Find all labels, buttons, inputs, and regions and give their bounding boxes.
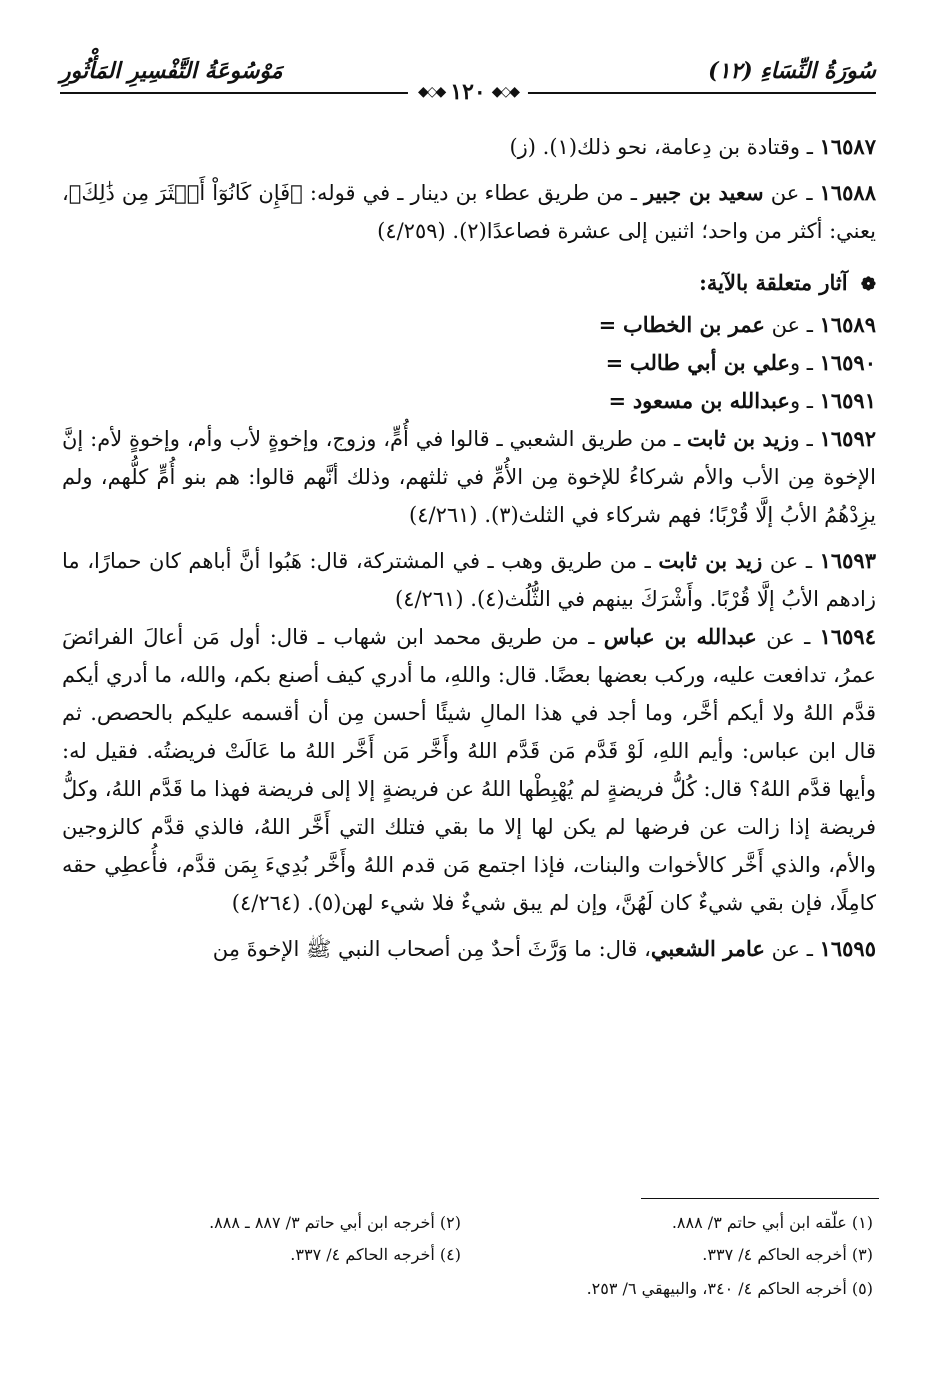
entry-number: ١٦٥٩٤ (819, 624, 876, 649)
entry-text: ، قال: ما وَرَّثَ أحدٌ مِن أصحاب النبي ﷺ الإخوةَ مِن (212, 937, 651, 961)
entry-number: ١٦٥٩٣ (819, 548, 876, 573)
entry-number: ١٦٥٨٩ (819, 312, 876, 337)
entry-16594 (62, 618, 876, 922)
footnote-4: (٤) أخرجه الحاكم ٤/ ٣٣٧. (290, 1245, 461, 1264)
page-number-box (408, 79, 528, 105)
entry-number: ١٦٥٨٨ (819, 180, 876, 205)
page-body (62, 128, 876, 968)
page-header (60, 58, 876, 114)
entry-prefix: ـ عن (771, 313, 813, 337)
page-number: ١٢٠ (450, 79, 486, 105)
entry-text: ـ من طريق الشعبي ـ قالوا في أُمٍّ، وزوج، وإخوةٍ لأب وأم، وإخوةٍ لأم: إنَّ الإخوة مِن الأب والأم شركاءُ للإخوة مِن الأُمِّ في ثلثهم، وذلك أنَّهم قالوا: هم بنو أُمٍّ كلُّهم، ولم يزِدْهُمُ الأبُ إلَّا قُرْبًا؛ فهم شركاء في الثلث(٣). (62, 427, 876, 527)
continuation-mark: = (598, 312, 617, 337)
entry-text: ـ من طريق محمد ابن شهاب ـ قال: أول مَن أعالَ الفرائضَ عمرُ، تدافعت عليه، وركب بعضها بعضًا. قال: واللهِ، ما أدري كيف أصنع بكم، والله، ما أدري أيكم قدَّم اللهُ ولا أيكم أخَّر، وما أجد في هذا المالِ شيئًا أحسن مِن أن أقسمه عليكم بالحصص. ثم قال ابن عباس: وأيم اللهِ، لَوْ قَدَّم مَن قَدَّم اللهُ وأَخَّر مَن أَخَّر اللهُ ما عَالَتْ فريضتُه. فقيل له: وأيها قدَّم اللهُ؟ قال: كُلُّ فريضةٍ لم يُهْبِطْها اللهُ عن فريضةٍ إلا إلى فريضة فهذا ما قَدَّم اللهُ، وكلُّ فريضة إذا زالت عن فرضها لم يكن لها إلا ما بقي فتلك التي أَخَّر اللهُ، فالذي قدَّم كالزوجين والأم، والذي أَخَّر كالأخوات والبنات، فإذا اجتمع مَن قدم اللهُ وأَخَّر بُدِيءَ بِمَن قدَّم، فأُعطِي حقه كامِلًا، فإن بقي شيءٌ كان لَهُنَّ، وإن لم يبق شيءٌ فلا شيء لهن(٥). (62, 625, 876, 915)
entry-text: ـ وقتادة بن دِعامة، نحو ذلك(١). (ز) (509, 135, 813, 159)
entry-16588 (62, 174, 876, 250)
footnote-1: (١) علّقه ابن أبي حاتم ٣/ ٨٨٨. (671, 1213, 873, 1232)
ornament-icon: ◆◇◆ (491, 84, 519, 100)
volume-reference: (٤/٢٦٤) (231, 891, 301, 915)
entry-16590 (62, 344, 876, 382)
flower-ornament-icon: ❁ (860, 274, 876, 295)
narrator-name: عبدالله بن مسعود (632, 388, 790, 413)
footnote-2: (٢) أخرجه ابن أبي حاتم ٣/ ٨٨٧ ـ ٨٨٨. (209, 1213, 461, 1232)
entry-prefix: ـ عن (769, 549, 813, 573)
entry-number: ١٦٥٩٠ (819, 350, 876, 375)
book-title: مَوْسُوعَةُ التَّفْسِيرِ المَأْثُورِ (60, 58, 283, 84)
narrator-name: علي بن أبي طالب (629, 350, 790, 375)
narrator-name: عمر بن الخطاب (622, 312, 765, 337)
narrator-name: زيد بن ثابت (658, 548, 763, 573)
volume-reference: (٤/٢٦١) (394, 587, 464, 611)
surah-title: سُورَةُ النِّسَاءِ (١٢) (708, 58, 876, 84)
entry-number: ١٦٥٩٥ (819, 936, 876, 961)
entry-number: ١٦٥٨٧ (819, 134, 876, 159)
footnote-rule (641, 1198, 879, 1199)
entry-16591 (62, 382, 876, 420)
entry-16593 (62, 542, 876, 618)
narrator-name: سعيد بن جبير (644, 180, 764, 205)
ornament-icon: ◆◇◆ (417, 84, 445, 100)
entry-16595 (62, 930, 876, 968)
footnote-3: (٣) أخرجه الحاكم ٤/ ٣٣٧. (702, 1245, 873, 1264)
narrator-name: زيد بن ثابت (687, 426, 790, 451)
narrator-name: عبدالله بن عباس (603, 624, 757, 649)
entry-text: ـ من طريق عطاء بن دينار ـ في قوله: ﴿فَإِن كَانُوٓاْ أَكۡثَرَ مِن ذَٰلِكَ﴾، يعني: أكثر من واحد؛ اثنين إلى عشرة فصاعدًا(٢). (62, 181, 876, 243)
entry-number: ١٦٥٩١ (819, 388, 876, 413)
continuation-mark: = (608, 388, 627, 413)
section-title: آثار متعلقة بالآية: (699, 270, 848, 295)
entry-prefix: ـ عن (766, 625, 811, 649)
entry-prefix: ـ عن (770, 181, 813, 205)
continuation-mark: = (605, 350, 624, 375)
volume-reference: (٤/٢٦١) (409, 503, 478, 527)
entry-16587 (62, 128, 876, 166)
entry-text: ـ من طريق وهب ـ في المشتركة، قال: هَبُوا أنَّ أباهم كان حمارًا، ما زادهم الأبُ إلَّا قُرْبًا. وأَشْرَكَ بينهم في الثُّلُث(٤). (62, 549, 876, 611)
narrator-name: عامر الشعبي (650, 936, 765, 961)
entry-number: ١٦٥٩٢ (819, 426, 877, 451)
entry-16592 (62, 420, 876, 534)
section-heading (62, 264, 876, 304)
volume-reference: (٤/٢٥٩) (377, 219, 446, 243)
entry-prefix: ـ و (789, 351, 813, 375)
entry-prefix: ـ عن (771, 937, 813, 961)
entry-16589 (62, 306, 876, 344)
entry-prefix: ـ و (789, 427, 813, 451)
entry-prefix: ـ و (789, 389, 813, 413)
footnote-5: (٥) أخرجه الحاكم ٤/ ٣٤٠، والبيهقي ٦/ ٢٥٣. (586, 1279, 873, 1298)
